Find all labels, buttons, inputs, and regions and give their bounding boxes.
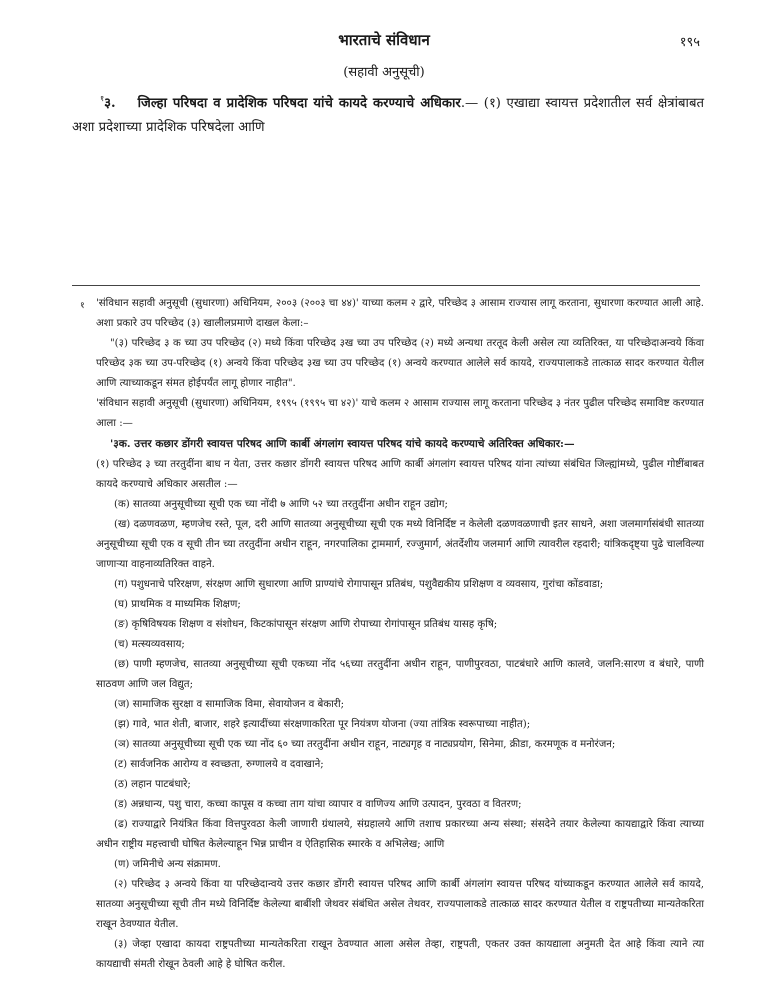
list-item: (ण) जमिनीचे अन्य संक्रामण.	[114, 859, 221, 870]
footnote-marker: १	[80, 301, 85, 311]
section-heading: जिल्हा परिषदा व प्रादेशिक परिषदा यांचे कायदे करण्याचे अधिकार	[137, 96, 461, 111]
list-item: (ग) पशुधनाचे परिरक्षण, संरक्षण आणि सुधारणा आणि प्राण्यांचे रोगापासून प्रतिबंध, पशुवैद्यकीय प्रशिक्षण व व्यवसाय, गुरांचा कोंडवाडा;	[114, 579, 604, 590]
footnote-divider	[72, 285, 700, 286]
list-item: (घ) प्राथमिक व माध्यमिक शिक्षण;	[114, 599, 241, 610]
list-item: (ङ) कृषिविषयक शिक्षण व संशोधन, किटकांपासून संरक्षण आणि रोपाच्या रोगांपासून प्रतिबंध यासह कृषि;	[114, 619, 498, 630]
list-item: (ड) अन्नधान्य, पशु चारा, कच्चा कापूस व कच्चा ताग यांचा व्यापार व वाणिज्य आणि उत्पादन, पुरवठा व वितरण;	[114, 799, 522, 810]
footnotes	[74, 294, 704, 975]
footnote-heading-3k: '३क. उत्तर कछार डोंगरी स्वायत्त परिषद आणि कार्बी अंगलांग स्वायत्त परिषद यांचे कायदे करण्याचे अतिरिक्त अधिकार:—	[110, 438, 575, 450]
list-item: (च) मत्स्यव्यवसाय;	[114, 639, 185, 650]
list-item: (ज) सामाजिक सुरक्षा व सामाजिक विमा, सेवायोजन व बेकारी;	[114, 699, 345, 710]
section-text: .— (१) एखाद्या स्वायत्त प्रदेशातील सर्व क्षेत्रांबाबत अशा प्रदेशाच्या प्रादेशिक परिषदेला आणि	[72, 96, 704, 135]
section-number: ३.	[104, 96, 116, 111]
list-item: (छ) पाणी म्हणजेच, सातव्या अनुसूचीच्या सूची एकच्या नोंद ५६च्या तरतुदींना अधीन राहून, पाणीपुरवठा, पाटबंधारे आणि कालवे, जलनि:सारण व बंधारे, पाणी साठवण आणि जल विद्युत;	[96, 659, 704, 690]
list-item: (क) सातव्या अनुसूचीच्या सूची एक च्या नोंदी ७ आणि ५२ च्या तरतुदींना अधीन राहून उद्योग;	[114, 499, 448, 510]
footnote-para-6: (२) परिच्छेद ३ अन्वये किंवा या परिच्छेदान्वये उत्तर कछार डोंगरी स्वायत्त परिषद आणि कार्बी अंगलांग स्वायत्त परिषद यांच्याकडून करण्यात आलेले सर्व कायदे, सातव्या अनुसूचीच्या सूची तीन मध्ये विनिर्दिष्ट केलेल्या बाबींशी जेथवर संबंधित असेल तेथवर, राज्यपालाकडे तात्काळ सादर करण्यात येतील व राष्ट्रपतीच्या मान्यतेकरिता राखून ठेवण्यात येतील.	[96, 879, 704, 930]
list-item: (झ) गावे, भात शेती, बाजार, शहरे इत्यादींच्या संरक्षणाकरिता पूर नियंत्रण योजना (ज्या तांत्रिक स्वरूपाच्या नाहीत);	[114, 719, 531, 730]
footnote-para-7: (३) जेव्हा एखादा कायदा राष्ट्रपतीच्या मान्यतेकरिता राखून ठेवण्यात आला असेल तेव्हा, राष्ट्रपती, एकतर उक्त कायद्याला अनुमती देत आहे किंवा त्याने त्या कायद्याची संमती रोखून ठेवली आहे हे घोषित करील.	[96, 939, 704, 970]
list-item: (ट) सार्वजनिक आरोग्य व स्वच्छता, रुग्णालये व दवाखाने;	[114, 759, 324, 770]
footnote-para-2: "(३) परिच्छेद ३ क च्या उप परिच्छेद (२) मध्ये किंवा परिच्छेद ३ख च्या उप परिच्छेद (२) मध्ये अन्यथा तरतूद केली असेल त्या व्यतिरिक्त, या परिच्छेदाअन्वये किंवा परिच्छेद ३क च्या उप-परिच्छेद (१) अन्वये किंवा परिच्छेद ३ख च्या उप परिच्छेद (१) अन्वये करण्यात आलेले सर्व कायदे, राज्यपालाकडे तात्काळ सादर करण्यात येतील आणि त्याच्याकडून संमत होईपर्यंत लागू होणार नाहीत".	[96, 338, 704, 389]
list-item: (ढ) राज्याद्वारे नियंत्रित किंवा वित्तपुरवठा केली जाणारी ग्रंथालये, संग्रहालये आणि तशाच प्रकारच्या अन्य संस्था; संसदेने तयार केलेल्या कायद्याद्वारे किंवा त्याच्या अधीन राष्ट्रीय महत्त्वाची घोषित केलेल्याहून भिन्न प्राचीन व ऐतिहासिक स्मारके व अभिलेख; आणि	[96, 819, 704, 850]
schedule-subtitle: (सहावी अनुसूची)	[343, 65, 425, 80]
footnote-para-1: 'संविधान सहावी अनुसूची (सुधारणा) अधिनियम, २००३ (२००३ चा ४४)' याच्या कलम २ द्वारे, परिच्छेद ३ आसाम राज्यास लागू करताना, सुधारणा करण्यात आली आहे. अशा प्रकारे उप परिच्छेद (३) खालीलप्रमाणे दाखल केला:–	[96, 298, 704, 329]
list-item: (ख) दळणवळण, म्हणजेच रस्ते, पूल, दरी आणि सातव्या अनुसूचीच्या सूची एक मध्ये विनिर्दिष्ट न केलेली दळणवळणाची इतर साधने, अशा जलमार्गासंबंधी सातव्या अनुसूचीच्या सूची एक व सूची तीन च्या तरतुदींना अधीन राहून, नगरपालिका ट्राममार्ग, रज्जुमार्ग, अंतर्देशीय जलमार्ग आणि त्यावरील रहदारी; यांत्रिकदृष्ट्या पुढे चालविल्या जाणाऱ्या वाहनाव्यतिरिक्त वाहने.	[96, 519, 704, 570]
footnote-ref: १	[100, 94, 105, 103]
list-item: (ठ) लहान पाटबंधारे;	[114, 779, 191, 790]
page-number: १९५	[679, 35, 700, 50]
footnote-para-5: (१) परिच्छेद ३ च्या तरतुदींना बाध न येता, उत्तर कछार डोंगरी स्वायत्त परिषद आणि कार्बी अंगलांग स्वायत्त परिषद यांना त्यांच्या संबंधित जिल्ह्यांमध्ये, पुढील गोष्टींबाबत कायदे करण्याचे अधिकार असतील :—	[96, 459, 704, 490]
page-title: भारताचे संविधान	[338, 31, 430, 49]
section-3	[72, 92, 704, 140]
list-item: (ञ) सातव्या अनुसूचीच्या सूची एक च्या नोंद ६० च्या तरतुदींना अधीन राहून, नाट्यगृह व नाट्यप्रयोग, सिनेमा, क्रीडा, करमणूक व मनोरंजन;	[114, 739, 616, 750]
footnote-para-3: 'संविधान सहावी अनुसूची (सुधारणा) अधिनियम, १९९५ (१९९५ चा ४२)' याचे कलम २ आसाम राज्यास लागू करताना परिच्छेद ३ नंतर पुढील परिच्छेद समाविष्ट करण्यात आला :—	[96, 398, 704, 429]
